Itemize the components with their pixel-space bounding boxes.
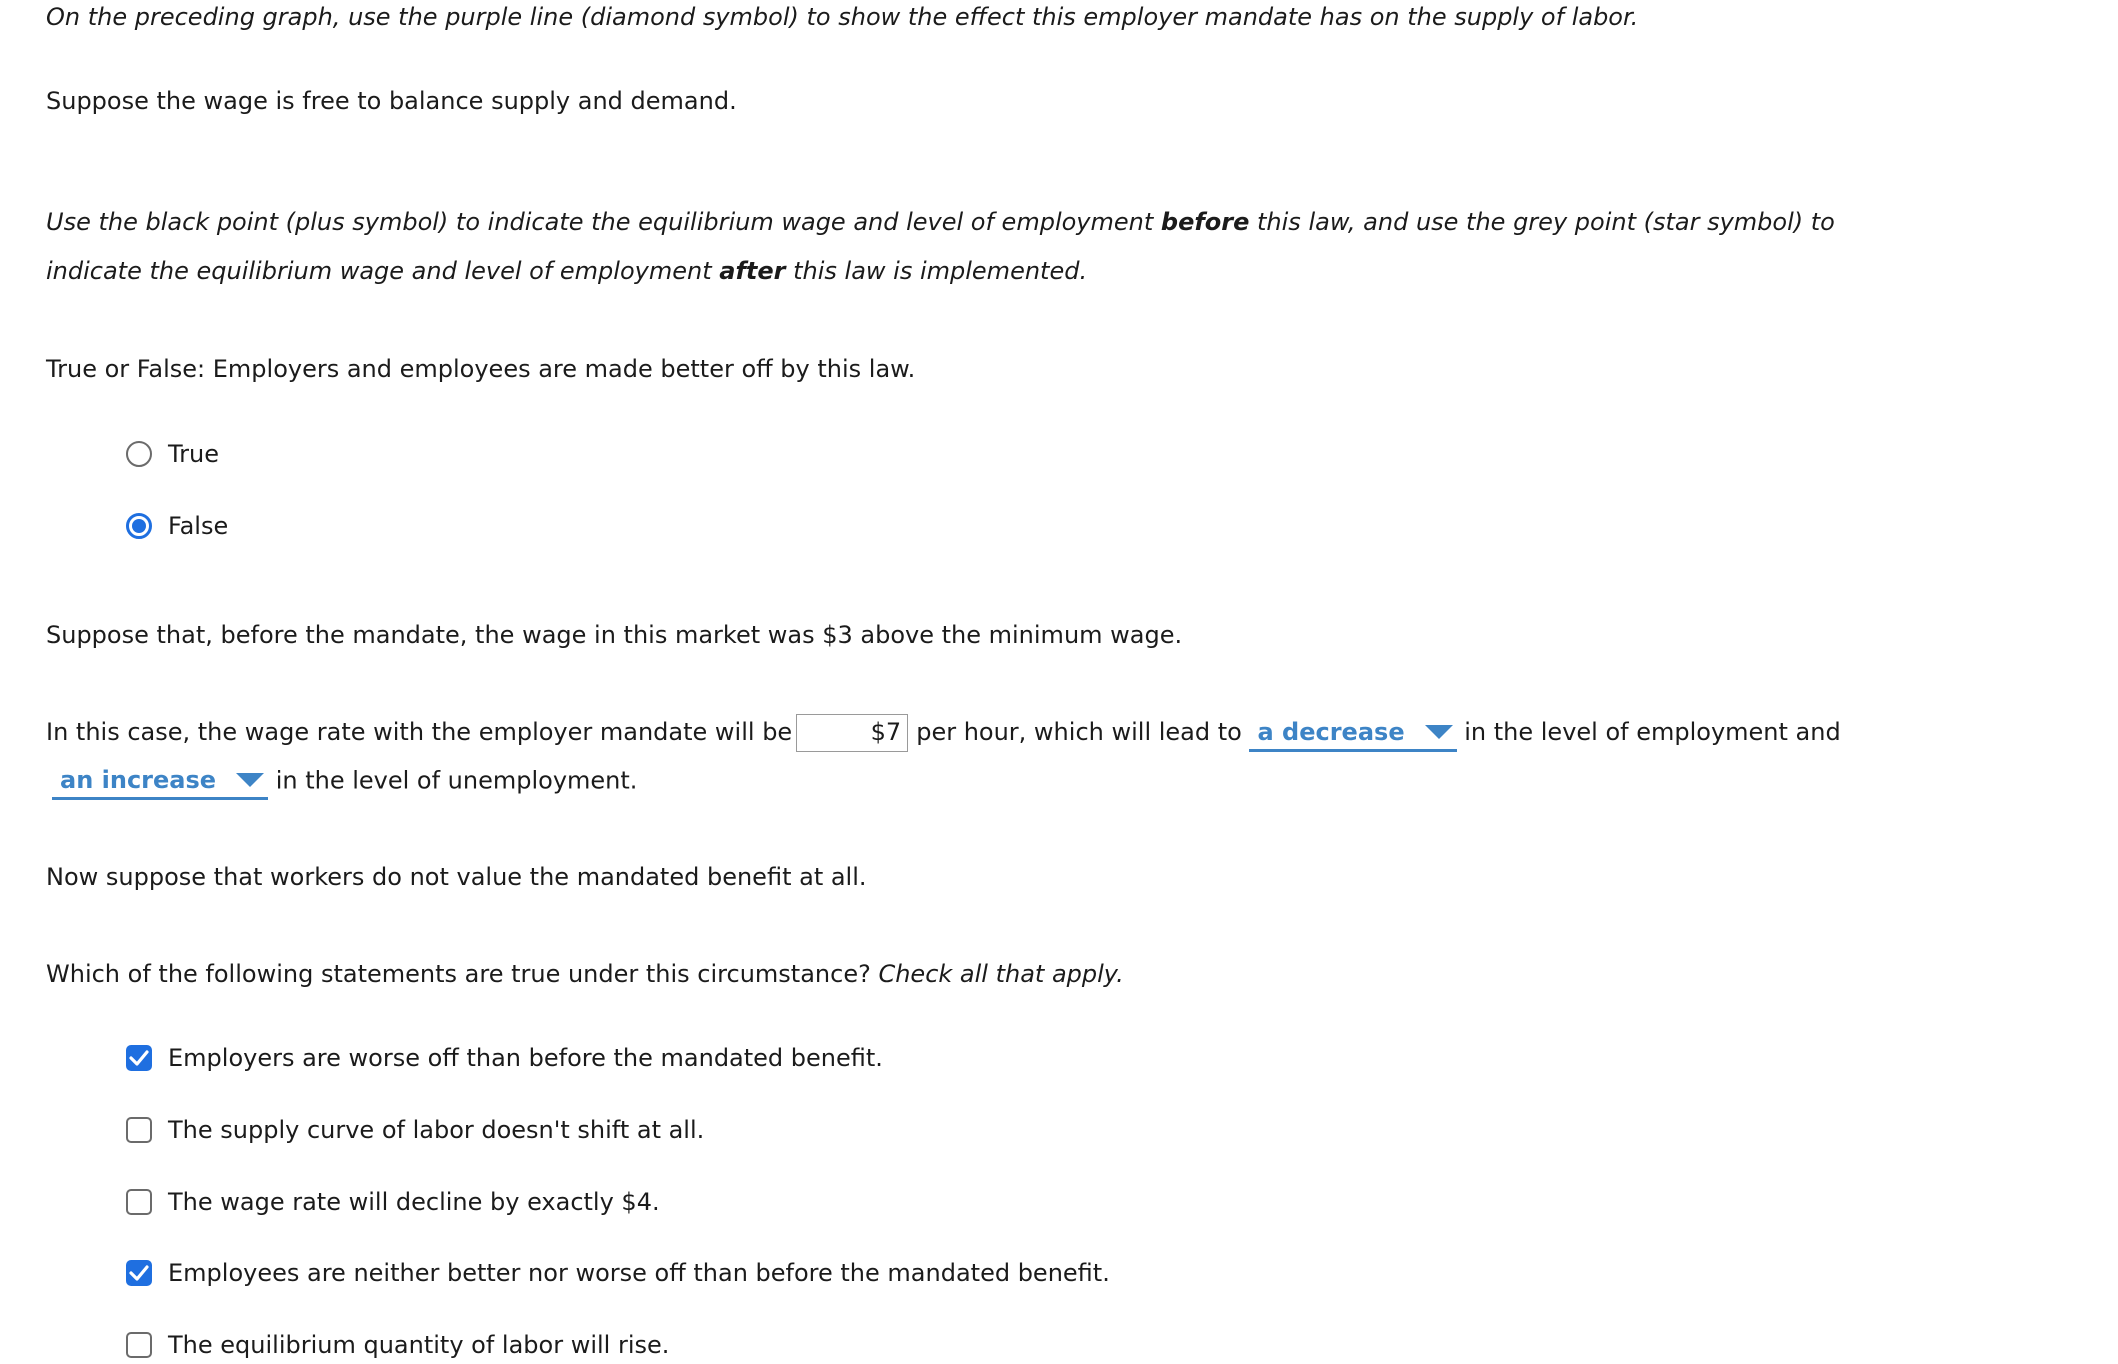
emphasis-after: after	[719, 257, 786, 285]
q3-option-2[interactable]	[126, 1113, 704, 1147]
chevron-down-icon	[236, 773, 264, 787]
radio-false[interactable]	[126, 513, 152, 539]
unemployment-change-dropdown[interactable]	[52, 763, 268, 800]
q3-option-1-label: Employers are worse off than before the mandated benefit.	[168, 1044, 883, 1072]
q1-option-true[interactable]	[126, 437, 219, 471]
q1-option-true-label: True	[168, 440, 219, 468]
q3-option-3[interactable]	[126, 1185, 660, 1219]
q3-prompt-b: Check all that apply.	[878, 960, 1124, 988]
q2-text-c: in the level of employment and	[1464, 718, 1841, 746]
checkmark-icon	[129, 1264, 149, 1282]
wage-rate-input[interactable]: $7	[796, 714, 908, 752]
checkbox-checked[interactable]	[126, 1045, 152, 1071]
q2-text-a: In this case, the wage rate with the employer mandate will be	[46, 718, 793, 746]
checkbox-checked[interactable]	[126, 1260, 152, 1286]
q2-premise: Suppose that, before the mandate, the wage in this market was $3 above the minimum wage.	[46, 621, 1183, 649]
q1-option-false[interactable]	[126, 509, 228, 543]
q3-option-2-label: The supply curve of labor doesn't shift at all.	[168, 1116, 705, 1144]
q3-option-1[interactable]	[126, 1041, 883, 1075]
q1-option-false-label: False	[168, 512, 229, 540]
q2-line-2	[52, 763, 637, 800]
points-instruction-1a: Use the black point (plus symbol) to indicate the equilibrium wage and level of employment	[46, 208, 1161, 236]
q2-text-b: per hour, which will lead to	[916, 718, 1242, 746]
q2-text-d: in the level of unemployment.	[275, 766, 638, 795]
emphasis-before: before	[1160, 208, 1250, 236]
q3-premise: Now suppose that workers do not value the mandated benefit at all.	[46, 863, 867, 891]
unemployment-change-value: an increase	[60, 766, 217, 794]
employment-change-value: a decrease	[1257, 717, 1405, 746]
points-instruction-line-2	[46, 254, 1087, 288]
q3-option-3-label: The wage rate will decline by exactly $4.	[168, 1188, 660, 1216]
wage-free-text: Suppose the wage is free to balance supply and demand.	[46, 87, 737, 115]
checkbox-unchecked[interactable]	[126, 1332, 152, 1358]
checkbox-unchecked[interactable]	[126, 1117, 152, 1143]
employment-change-dropdown[interactable]	[1249, 715, 1456, 752]
q1-prompt: True or False: Employers and employees are made better off by this law.	[46, 355, 916, 383]
q3-option-4[interactable]	[126, 1256, 1110, 1290]
points-instruction-2a: indicate the equilibrium wage and level of employment	[46, 257, 720, 285]
radio-true[interactable]	[126, 441, 152, 467]
points-instruction-line-1	[46, 205, 1835, 239]
chevron-down-icon	[1425, 725, 1453, 739]
q3-option-5-label: The equilibrium quantity of labor will rise.	[168, 1331, 670, 1359]
points-instruction-1c: this law, and use the grey point (star symbol) to	[1249, 208, 1835, 236]
q3-option-4-label: Employees are neither better nor worse off than before the mandated benefit.	[168, 1259, 1110, 1287]
q3-prompt-a: Which of the following statements are true under this circumstance?	[46, 960, 879, 988]
q2-line-1	[46, 714, 1841, 752]
points-instruction-2c: this law is implemented.	[785, 257, 1088, 285]
checkbox-unchecked[interactable]	[126, 1189, 152, 1215]
checkmark-icon	[129, 1049, 149, 1067]
q3-prompt	[46, 957, 1124, 991]
graph-instruction: On the preceding graph, use the purple line (diamond symbol) to show the effect this employer mandate has on the supply of labor.	[46, 3, 1639, 31]
q3-option-5[interactable]	[126, 1328, 669, 1362]
